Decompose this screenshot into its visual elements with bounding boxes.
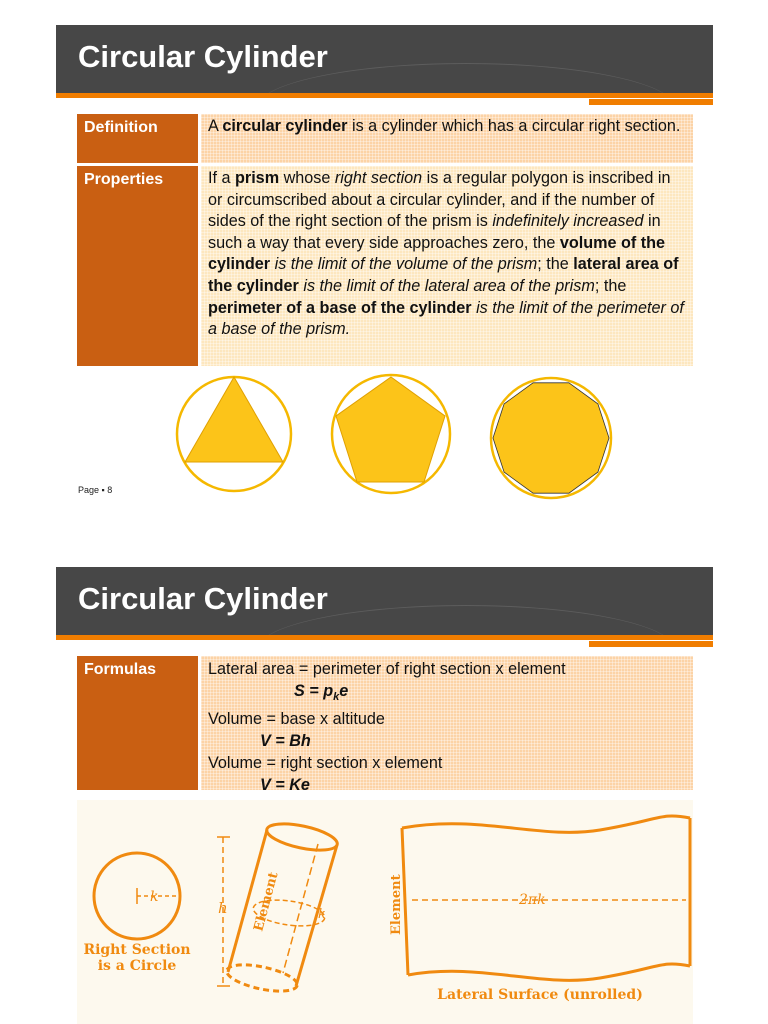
cylinder-element-label: Element — [251, 870, 282, 934]
formula-volume-bh: V = Bh — [260, 732, 311, 751]
slide1-orange-bar — [56, 93, 713, 98]
triangle-in-circle — [177, 377, 291, 491]
formula-volume-line: Volume = base x altitude — [208, 710, 385, 729]
slide1-orange-accent — [589, 99, 713, 105]
properties-text: If a prism whose right section is a regular polygon is inscribed in or circumscribed about a circular cylinder, and if the number of sides of the right section of the prism is indefinitely increased in such a way that every side approaches zero, the volume of the cylinder is the limit of the volume of the prism; the lateral area of the cylinder is the limit of the lateral area of the prism; the perimeter of a base of the cylinder is the limit of the perimeter of a base of the prism. — [201, 166, 693, 366]
formulas-label: Formulas — [77, 656, 198, 790]
slide2-title: Circular Cylinder — [78, 581, 328, 616]
cylinder-h-label: h — [218, 899, 228, 917]
lateral-surface-unrolled — [389, 816, 690, 1003]
definition-row — [77, 114, 693, 163]
right-section-label-2: is a Circle — [97, 958, 177, 974]
oblique-cylinder — [217, 819, 340, 996]
lateral-surface-label: Lateral Surface (unrolled) — [437, 987, 643, 1003]
formula-lateral-line: Lateral area = perimeter of right section x element — [208, 660, 566, 678]
properties-label: Properties — [77, 166, 198, 366]
formula-volume2-line: Volume = right section x element — [208, 754, 443, 773]
right-section-circle — [83, 853, 190, 974]
lateral-element-label: Element — [389, 874, 404, 935]
right-section-label-1: Right Section — [83, 942, 191, 958]
formulas-row — [77, 656, 693, 795]
decagon-in-circle — [491, 378, 611, 498]
slide2-orange-accent — [589, 641, 713, 647]
definition-text: A circular cylinder is a cylinder which has a circular right section. — [201, 114, 693, 163]
formula-lateral: $S = p_ke$ — [294, 682, 349, 704]
right-section-k-label: k — [150, 889, 159, 905]
properties-row — [77, 166, 693, 366]
slide1-title: Circular Cylinder — [78, 39, 328, 74]
formulas-text — [201, 656, 693, 795]
slide1-header — [56, 25, 713, 93]
slide2-orange-bar — [56, 635, 713, 640]
lateral-2pik-label: 2πk — [519, 892, 546, 908]
cylinder-diagram — [0, 800, 768, 1024]
slide2-header — [56, 567, 713, 635]
definition-label: Definition — [77, 114, 198, 163]
pentagon-in-circle — [332, 375, 450, 493]
inscribed-polygons-figure — [0, 372, 768, 502]
cylinder-k-label: k — [318, 907, 326, 922]
page-number: Page ▪ 8 — [78, 485, 113, 495]
formula-volume-ke: V = Ke — [260, 776, 310, 795]
